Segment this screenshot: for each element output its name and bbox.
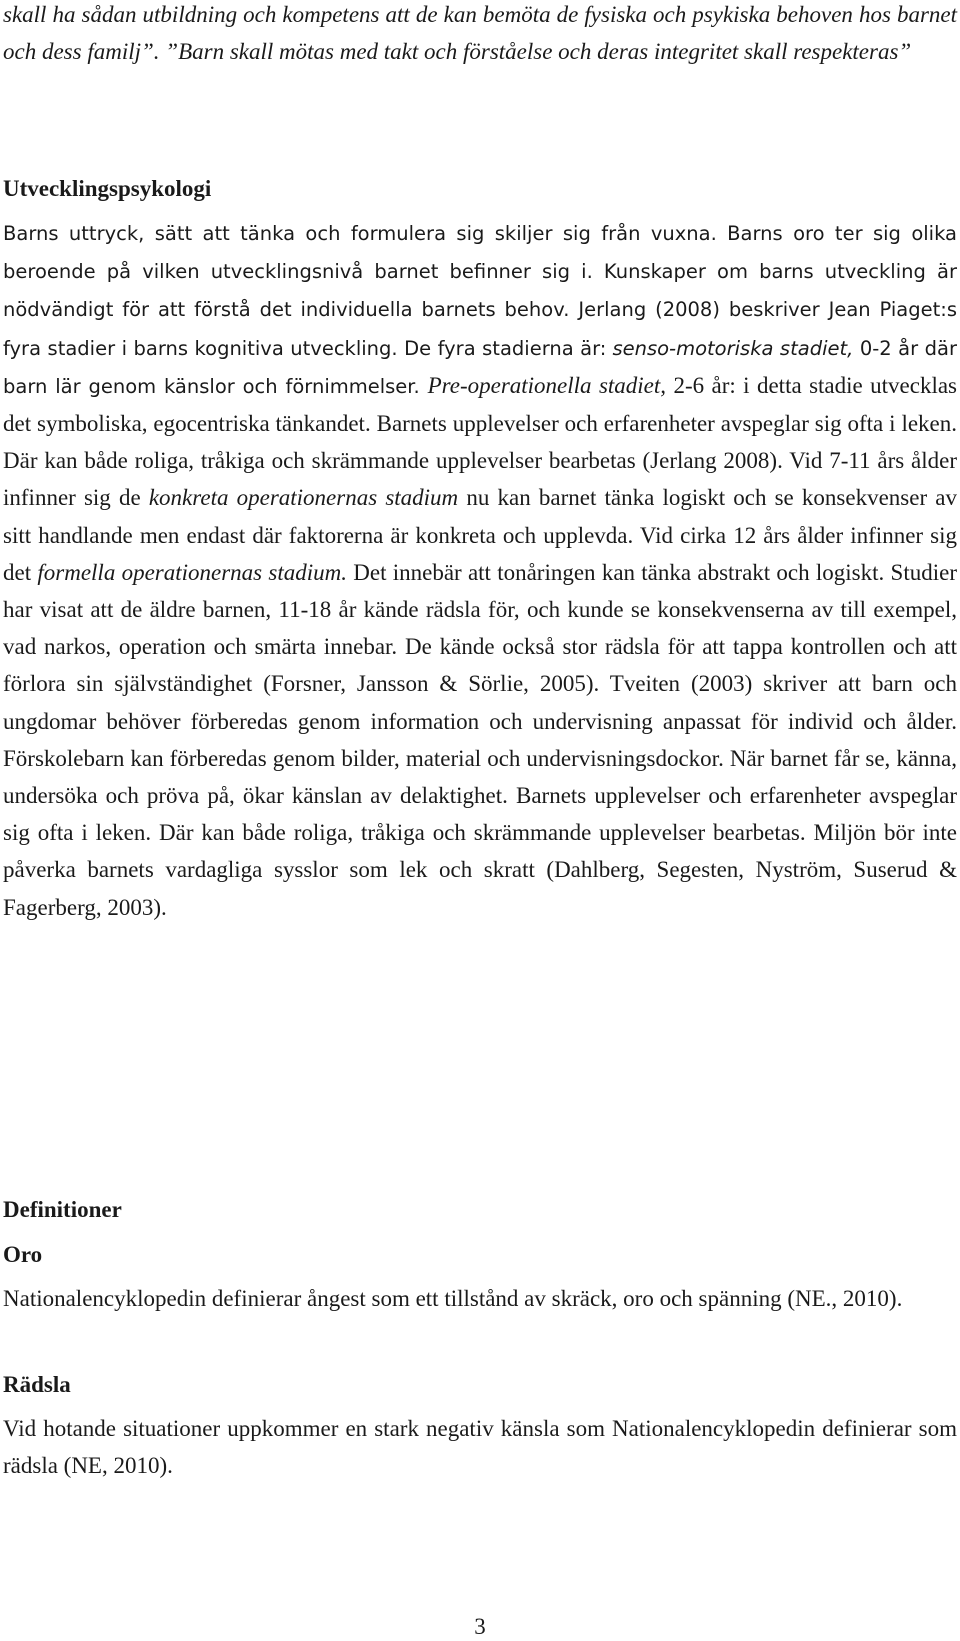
document-page <box>3 0 957 1641</box>
stage-senso-motoriska-desc: 0-2 år där barn lär genom känslor och förnimmelser. <box>3 336 957 398</box>
radsla-paragraph: Vid hotande situationer uppkommer en stark negativ känsla som Nationalencyklopedin definierar som rädsla (NE, 2010). <box>3 1416 957 1479</box>
page-number: 3 <box>474 1614 486 1639</box>
paragraph-rest-text: Det innebär att tonåringen kan tänka abstrakt och logiskt. Studier har visat att de äldre barnen, 11-18 år kände rädsla för, och kunde se konsekvenserna av till exempel, vad narkos, operation och smärta innebar. De kände också stor rädsla för att tappa kontrollen och att förlora sin självständighet (Forsner, Jansson & Sörlie, 2005). Tveiten (2003) skriver att barn och ungdomar behöver förberedas genom information och undervisning anpassat för individ och ålder. Förskolebarn kan förberedas genom bilder, material och undervisningsdockor. När barnet får se, känna, undersöka och pröva på, ökar känslan av delaktighet. Barnets upplevelser och erfarenheter avspeglar sig ofta i leken. Där kan både roliga, tråkiga och skrämmande upplevelser bearbetas. Miljön bör inte påverka barnets vardagliga sysslor som lek och skratt (Dahlberg, Segesten, Nyström, Suserud & Fagerberg, 2003). <box>3 559 957 920</box>
stage-pre-operationella-desc: 2-6 år: i detta stadie utvecklas det symboliska, egocentriska tänkandet. Barnets upplevelser och erfarenheter avspeglar sig ofta i leken. Där kan både roliga, tråkiga och skrämmande upplevelser bearbetas (Jerlang 2008). Vid 7-11 års ålder infinner sig de <box>3 372 957 511</box>
stage-senso-motoriska: senso-motoriska stadiet, <box>612 336 854 360</box>
subheading-radsla: Rädsla <box>3 1372 71 1397</box>
oro-paragraph: Nationalencyklopedin definierar ångest som ett tillstånd av skräck, oro och spänning (NE., 2010). <box>3 1286 903 1311</box>
section-heading-utvecklingspsykologi: Utvecklingspsykologi <box>3 176 212 201</box>
intro-text: skall ha sådan utbildning och kompetens att de kan bemöta de fysiska och psykiska behoven hos barnet och dess familj”. ”Barn skall mötas med takt och förståelse och deras integritet skall respekteras” <box>3 2 957 65</box>
stage-formella: formella operationernas stadium. <box>37 559 347 585</box>
paragraph-sans-text: Barns uttryck, sätt att tänka och formulera sig skiljer sig från vuxna. Barns oro ter sig olika beroende på vilken utvecklingsnivå barnet befinner sig i. Kunskaper om barns utveckling är nödvändigt för att förstå det individuella barnets behov. Jerlang (2008) beskriver Jean Piaget:s fyra stadier i barns kognitiva utveckling. De fyra stadierna är: <box>3 222 957 360</box>
subheading-oro: Oro <box>3 1242 43 1267</box>
utvecklingspsykologi-paragraph <box>3 214 957 926</box>
stage-konkreta-desc: nu kan barnet tänka logiskt och se konsekvenser av sitt handlande men endast där faktorerna är konkreta och upplevda. Vid cirka 12 års ålder infinner sig det <box>3 485 957 585</box>
stage-pre-operationella: Pre-operationella stadiet, <box>427 372 667 398</box>
stage-konkreta: konkreta operationernas stadium <box>148 485 459 511</box>
intro-paragraph <box>3 0 957 70</box>
section-heading-definitioner: Definitioner <box>3 1197 122 1222</box>
